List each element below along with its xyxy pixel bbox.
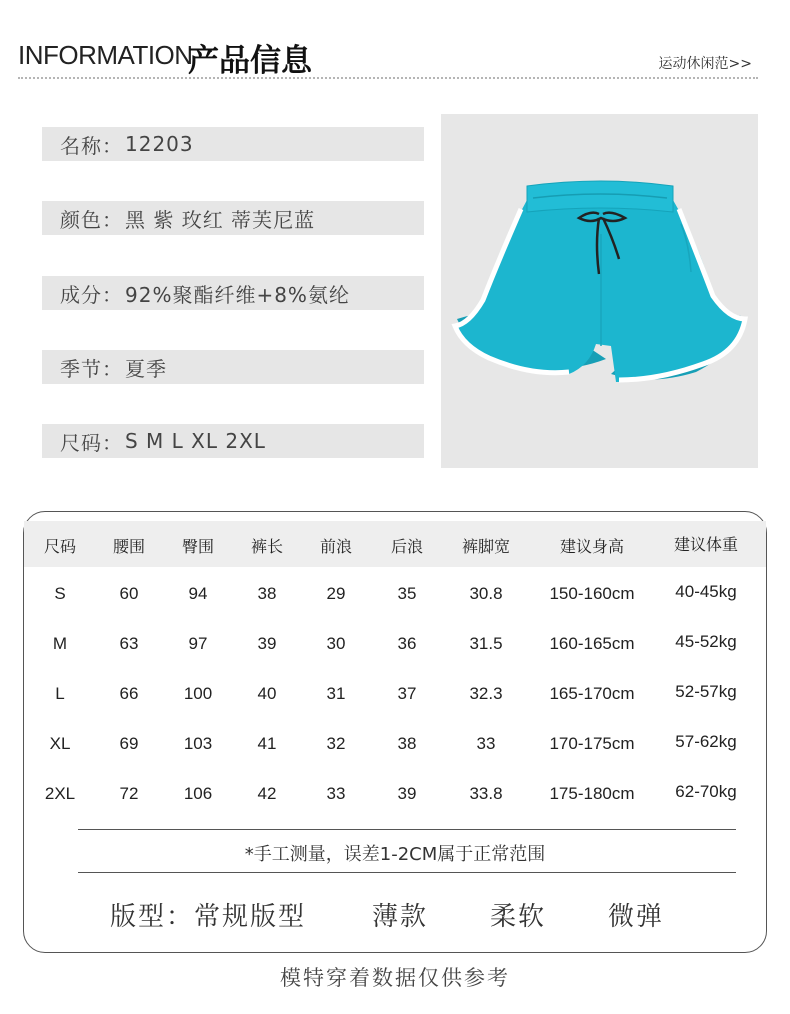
table-cell: 62-70kg (675, 782, 737, 801)
col-header-weight: 建议体重 (673, 535, 739, 554)
table-cell: 97 (188, 634, 208, 653)
table-cell: 100 (183, 684, 213, 703)
table-cell: 42 (257, 784, 277, 803)
table-cell: 52-57kg (675, 682, 737, 701)
table-cell: 72 (119, 784, 139, 803)
table-cell: 66 (119, 684, 139, 703)
size-chart-card (23, 511, 767, 953)
info-value: 92%聚酯纤维+8%氨纶 (125, 282, 350, 307)
table-cell: 106 (183, 784, 213, 803)
fabric-stretch: 微弹 (608, 902, 665, 932)
table-cell: 103 (183, 734, 213, 753)
table-cell: 38 (257, 584, 277, 603)
header-divider (18, 77, 758, 79)
col-header-hip: 臀围 (181, 537, 215, 556)
table-cell: 32.3 (469, 684, 503, 703)
table-cell: 31.5 (469, 634, 503, 653)
col-header-leg-opening: 裤脚宽 (461, 537, 511, 556)
table-cell: 33 (476, 734, 496, 753)
info-row-name (42, 127, 424, 161)
table-cell: 38 (397, 734, 417, 753)
table-cell: XL (49, 734, 71, 753)
style-category-link[interactable]: 运动休闲范>> (658, 56, 752, 72)
table-cell: 41 (257, 734, 277, 753)
table-cell: 30 (326, 634, 346, 653)
col-header-height: 建议身高 (559, 537, 625, 556)
table-cell: 33.8 (469, 784, 503, 803)
info-row-color (42, 201, 424, 235)
table-cell: 30.8 (469, 584, 503, 603)
info-row-material (42, 276, 424, 310)
col-header-length: 裤长 (250, 537, 284, 556)
col-header-waist: 腰围 (112, 537, 146, 556)
note-divider-bottom (78, 872, 736, 873)
fit-type: 版型：常规版型 (110, 902, 307, 932)
col-header-back-rise: 后浪 (390, 537, 424, 556)
info-value: 12203 (125, 132, 194, 156)
table-cell: 150-160cm (549, 584, 635, 603)
table-cell: M (52, 634, 68, 653)
info-value: 夏季 (125, 356, 167, 381)
table-cell: L (55, 684, 65, 703)
info-label: 颜色： (60, 207, 123, 232)
measurement-note: *手工测量，误差1-2CM属于正常范围 (244, 844, 546, 865)
shorts-illustration (441, 114, 758, 468)
info-row-season (42, 350, 424, 384)
col-header-size: 尺码 (43, 537, 77, 556)
table-cell: 45-52kg (675, 632, 737, 651)
table-cell: 69 (119, 734, 139, 753)
table-cell: 32 (326, 734, 346, 753)
table-cell: 160-165cm (549, 634, 635, 653)
product-photo (441, 114, 758, 468)
table-cell: 175-180cm (549, 784, 635, 803)
table-cell: 39 (397, 784, 417, 803)
table-cell: S (54, 584, 66, 603)
info-row-size (42, 424, 424, 458)
table-cell: 37 (397, 684, 417, 703)
table-cell: 36 (397, 634, 417, 653)
table-cell: 29 (326, 584, 346, 603)
col-header-front-rise: 前浪 (319, 537, 353, 556)
info-value: 黑 紫 玫红 蒂芙尼蓝 (125, 207, 316, 232)
info-label: 尺码： (60, 430, 123, 455)
table-cell: 2XL (44, 784, 76, 803)
info-value: S M L XL 2XL (125, 429, 266, 453)
table-cell: 165-170cm (549, 684, 635, 703)
table-cell: 33 (326, 784, 346, 803)
table-cell: 60 (119, 584, 139, 603)
table-cell: 40-45kg (675, 582, 737, 601)
table-cell: 31 (326, 684, 346, 703)
fabric-thickness: 薄款 (372, 902, 429, 932)
table-cell: 35 (397, 584, 417, 603)
header-title-en: INFORMATION (18, 40, 193, 70)
info-label: 成分： (60, 282, 123, 307)
fabric-softness: 柔软 (490, 902, 547, 932)
table-cell: 57-62kg (675, 732, 737, 751)
table-cell: 40 (257, 684, 277, 703)
header-title-cn: 产品信息 (188, 43, 312, 79)
model-data-disclaimer: 模特穿着数据仅供参考 (280, 966, 510, 990)
note-divider-top (78, 829, 736, 830)
table-cell: 170-175cm (549, 734, 635, 753)
table-cell: 63 (119, 634, 139, 653)
table-cell: 94 (188, 584, 208, 603)
info-label: 季节： (60, 356, 123, 381)
info-label: 名称： (60, 133, 123, 158)
table-cell: 39 (257, 634, 277, 653)
